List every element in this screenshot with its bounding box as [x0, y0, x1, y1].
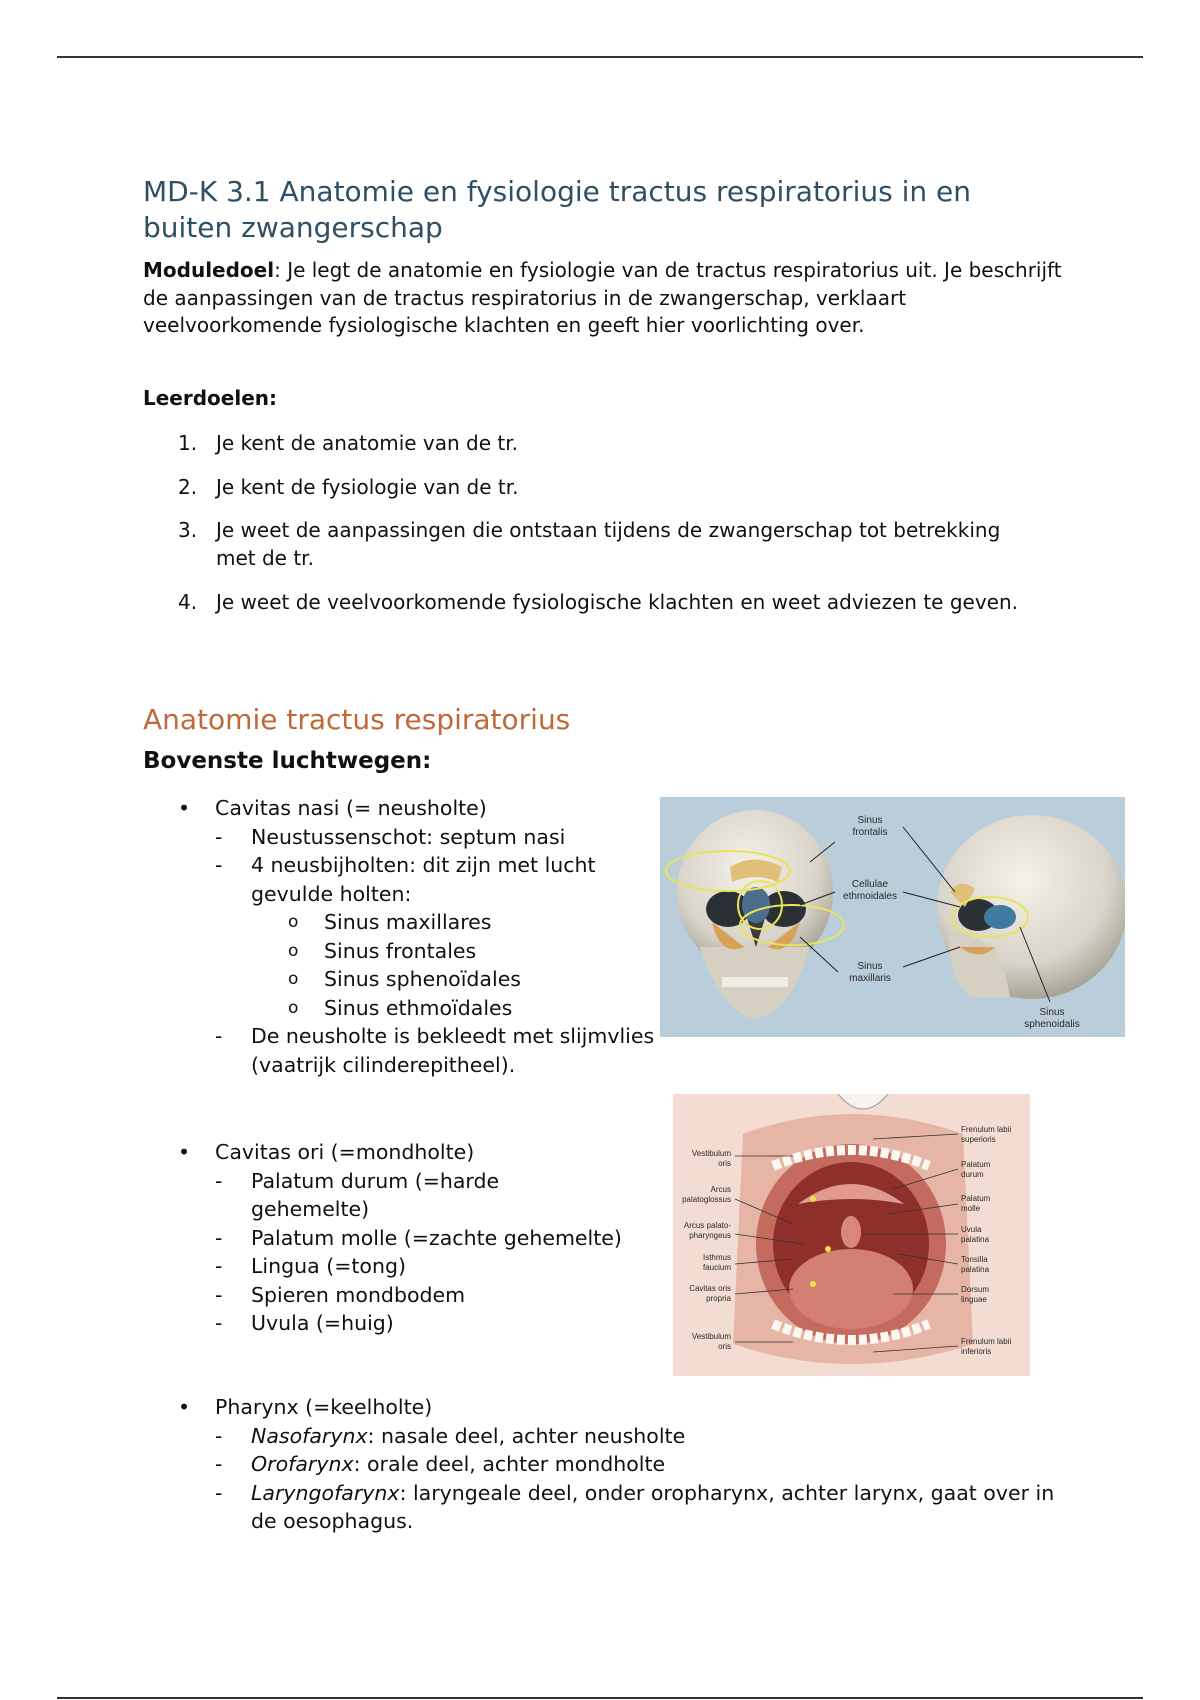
- module-goal-label: Moduledoel: [143, 258, 275, 282]
- list-item: [178, 1422, 1058, 1451]
- goal-text: Je weet de aanpassingen die ontstaan tijdens de zwangerschap tot betrekking met de tr.: [216, 518, 1001, 570]
- label-palatum-durum: Palatum durum: [961, 1160, 991, 1179]
- module-goal: [143, 257, 1063, 340]
- list-item-desc: : nasale deel, achter neusholte: [367, 1423, 686, 1448]
- learning-goal: [178, 473, 1078, 501]
- learning-goal: [178, 516, 1008, 572]
- label-tonsilla-palatina: Tonsilla palatina: [961, 1255, 990, 1274]
- label-arcus-palatopharyngeus: Arcus palato-pharyngeus: [683, 1221, 731, 1240]
- label-cellulae-ethmoidales: Cellulae ethmoidales: [843, 879, 897, 902]
- list-item: [178, 965, 658, 994]
- subsection-heading: Bovenste luchtwegen:: [143, 748, 432, 774]
- list-item-desc: : laryngeale deel, onder oropharynx, achter larynx, gaat over in de oesophagus.: [251, 1480, 1055, 1533]
- oral-list: [178, 1138, 658, 1338]
- bullet-icon: •: [178, 796, 191, 820]
- list-item-label: Neustussenschot: septum nasi: [251, 824, 566, 849]
- list-item: [178, 1479, 1058, 1536]
- section-title: Anatomie tractus respiratorius: [143, 703, 571, 736]
- list-item: [178, 994, 658, 1023]
- list-item-label: Sinus sphenoïdales: [324, 967, 521, 991]
- list-item: [178, 823, 658, 852]
- learning-goals-heading: Leerdoelen:: [143, 386, 278, 410]
- label-frenulum-labii-inferioris: Frenulum labii inferioris: [961, 1337, 1012, 1356]
- list-item-term: Laryngofarynx: [251, 1480, 400, 1505]
- list-item-label: Sinus frontales: [324, 938, 477, 963]
- list-item-label: De neusholte is bekleedt met slijmvlies (vaatrijk cilinderepitheel).: [251, 1024, 655, 1077]
- goal-number: 1.: [178, 431, 198, 455]
- dash-icon: -: [215, 853, 223, 877]
- list-item-label: Lingua (=tong): [251, 1254, 406, 1278]
- circle-bullet-icon: o: [288, 912, 299, 932]
- label-palatum-molle: Palatum molle: [961, 1194, 991, 1213]
- list-item: [178, 908, 658, 937]
- goal-text: Je kent de fysiologie van de tr.: [216, 475, 519, 499]
- learning-goal: [178, 588, 1058, 616]
- list-item-label: Sinus maxillares: [324, 910, 492, 934]
- label-isthmus-faucium: Isthmus faucium: [702, 1253, 731, 1272]
- label-sinus-maxillaris: Sinus maxillaris: [849, 961, 891, 984]
- bullet-icon: •: [178, 1140, 191, 1164]
- nasal-list: [178, 794, 658, 1079]
- module-goal-text: : Je legt de anatomie en fysiologie van de tractus respiratorius uit. Je beschrijft de aanpassingen van de tractus respiratorius in de zwangerschap, verklaart veelvoorkomende fysiologische klachten en geeft hier voorlichting over.: [143, 258, 1062, 337]
- dash-icon: -: [215, 1452, 223, 1476]
- circle-bullet-icon: o: [288, 969, 299, 989]
- list-item: [178, 1252, 658, 1281]
- dash-icon: -: [215, 1311, 223, 1335]
- list-item: [178, 1450, 1058, 1479]
- label-vestibulum-oris-top: Vestibulum oris: [691, 1149, 731, 1168]
- label-arcus-palatoglossus: Arcus palatoglossus: [682, 1185, 731, 1204]
- list-item-label: Spieren mondbodem: [251, 1282, 466, 1307]
- label-dorsum-linguae: Dorsum linguae: [961, 1285, 990, 1304]
- dash-icon: -: [215, 1225, 223, 1250]
- label-uvula-palatina: Uvula palatina: [961, 1225, 990, 1244]
- goal-number: 3.: [178, 518, 198, 542]
- list-item-label: Uvula (=huig): [251, 1311, 394, 1335]
- label-cavitas-oris-propria: Cavitas oris propria: [689, 1284, 731, 1303]
- dash-icon: -: [215, 1168, 223, 1193]
- circle-bullet-icon: o: [288, 940, 299, 961]
- list-item-label: Cavitas ori (=mondholte): [215, 1140, 475, 1164]
- dash-icon: -: [215, 1024, 223, 1048]
- goal-number: 2.: [178, 475, 198, 499]
- list-item: [178, 1167, 571, 1224]
- page-title: MD-K 3.1 Anatomie en fysiologie tractus respiratorius in en buiten zwangerschap: [143, 175, 971, 244]
- goal-text: Je kent de anatomie van de tr.: [216, 431, 519, 455]
- circle-bullet-icon: o: [288, 997, 299, 1018]
- list-item: [178, 1022, 691, 1079]
- learning-goal: [178, 429, 1078, 457]
- skull-sinus-illustration: [660, 797, 1125, 1037]
- list-item: [178, 794, 658, 823]
- list-item: [178, 1309, 658, 1338]
- label-vestibulum-oris-bottom: Vestibulum oris: [691, 1332, 731, 1351]
- dash-icon: -: [215, 1254, 223, 1278]
- list-item-desc: : orale deel, achter mondholte: [353, 1452, 666, 1476]
- list-item: [178, 1224, 658, 1253]
- dash-icon: -: [215, 1423, 223, 1448]
- list-item-label: 4 neusbijholten: dit zijn met lucht gevulde holten:: [251, 853, 596, 906]
- dash-icon: -: [215, 1282, 223, 1307]
- list-item-label: Pharynx (=keelholte): [215, 1395, 433, 1419]
- label-sinus-frontalis: Sinus frontalis: [852, 815, 888, 838]
- header-rule: [57, 56, 1143, 58]
- label-sinus-sphenoidalis: Sinus sphenoidalis: [1024, 1007, 1080, 1030]
- list-item-label: Palatum durum (=harde gehemelte): [251, 1168, 500, 1221]
- list-item: [178, 1138, 658, 1167]
- bullet-icon: •: [178, 1395, 191, 1419]
- dash-icon: -: [215, 824, 223, 849]
- list-item-term: Orofarynx: [251, 1452, 354, 1476]
- dash-icon: -: [215, 1480, 223, 1505]
- label-frenulum-labii-superioris: Frenulum labii superioris: [961, 1125, 1012, 1144]
- list-item: [178, 1281, 658, 1310]
- oral-cavity-figure: [673, 1094, 1030, 1376]
- list-item-term: Nasofarynx: [251, 1423, 368, 1448]
- list-item: [178, 1393, 1058, 1422]
- list-item: [178, 851, 631, 908]
- oral-cavity-illustration: [673, 1094, 1030, 1376]
- skull-sinus-figure: [660, 797, 1125, 1037]
- footer-rule: [57, 1697, 1143, 1699]
- list-item-label: Cavitas nasi (= neusholte): [215, 796, 487, 820]
- goal-text: Je weet de veelvoorkomende fysiologische klachten en weet adviezen te geven.: [216, 590, 1018, 614]
- list-item-label: Sinus ethmoïdales: [324, 995, 513, 1020]
- list-item-label: Palatum molle (=zachte gehemelte): [251, 1225, 622, 1250]
- list-item: [178, 937, 658, 966]
- pharynx-list: [178, 1393, 1058, 1536]
- goal-number: 4.: [178, 590, 198, 614]
